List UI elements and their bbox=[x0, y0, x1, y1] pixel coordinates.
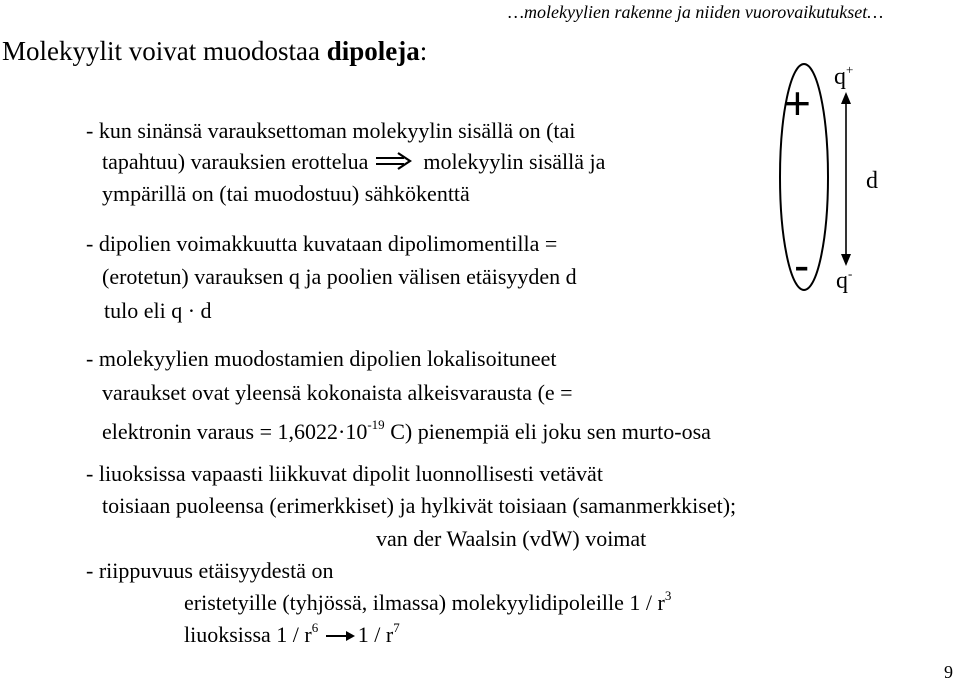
title-suffix: : bbox=[419, 36, 428, 66]
bullet2-line3: tulo eli q · d bbox=[104, 298, 212, 323]
bullet4-line2: toisiaan puoleensa (erimerkkiset) ja hylkivät toisiaan (samanmerkkiset); bbox=[102, 493, 737, 518]
bullet3-line3-tail: C) pienempiä eli joku sen murto-osa bbox=[384, 419, 711, 444]
bullet3-line3-text: elektronin varaus = 1,6022·10 bbox=[102, 419, 368, 444]
bullet1-line3: ympärillä on (tai muodostuu) sähkökenttä bbox=[102, 181, 470, 206]
q-minus-sup: - bbox=[848, 266, 853, 281]
bullet5-line2-text: eristetyille (tyhjössä, ilmassa) molekyylidipoleille 1 / r bbox=[184, 590, 665, 615]
section-subtitle: …molekyylien rakenne ja niiden vuorovaikutukset… bbox=[508, 2, 884, 22]
page-number: 9 bbox=[944, 662, 953, 682]
positive-charge-sign: + bbox=[784, 77, 811, 129]
exponent-7: 7 bbox=[393, 620, 400, 635]
bullet5-line1: - riippuvuus etäisyydestä on bbox=[86, 558, 334, 583]
bullet2-line2: (erotetun) varauksen q ja poolien välisen etäisyyden d bbox=[102, 264, 577, 289]
title-bold: dipoleja bbox=[326, 36, 420, 66]
q-plus-label bbox=[834, 64, 853, 91]
bullet4-line3: van der Waalsin (vdW) voimat bbox=[376, 526, 647, 551]
bullet3-line2: varaukset ovat yleensä kokonaista alkeisvarausta (e = bbox=[102, 380, 573, 405]
exponent-6: 6 bbox=[311, 620, 319, 635]
bullet4-line1: - liuoksissa vapaasti liikkuvat dipolit luonnollisesti vetävät bbox=[86, 461, 603, 486]
exponent: -19 bbox=[367, 417, 385, 432]
distance-arrowhead-up bbox=[841, 92, 851, 104]
bullet1-line1: - kun sinänsä varauksettoman molekyylin sisällä on (tai bbox=[86, 118, 576, 143]
exponent-3: 3 bbox=[664, 588, 672, 603]
distance-label: d bbox=[866, 168, 878, 194]
distance-arrowhead-down bbox=[841, 254, 851, 266]
bullet1-line2-tail: molekyylin sisällä ja bbox=[423, 149, 606, 174]
q-minus-q: q bbox=[836, 268, 848, 294]
bullet2-line1: - dipolien voimakkuutta kuvataan dipolimomentilla = bbox=[86, 231, 558, 256]
title-prefix: Molekyylit voivat muodostaa bbox=[2, 36, 327, 66]
q-plus-q: q bbox=[834, 64, 846, 90]
bullet5-line3-text: liuoksissa 1 / r bbox=[184, 622, 312, 647]
negative-charge-sign: - bbox=[794, 239, 810, 291]
q-plus-sup: + bbox=[846, 62, 854, 77]
q-minus-label bbox=[836, 268, 852, 295]
bullet3-line1: - molekyylien muodostamien dipolien lokalisoituneet bbox=[86, 346, 557, 371]
bullet5-line3-tail: 1 / r bbox=[357, 622, 394, 647]
bullet1-line2-text: tapahtuu) varauksien erottelua bbox=[102, 149, 369, 174]
